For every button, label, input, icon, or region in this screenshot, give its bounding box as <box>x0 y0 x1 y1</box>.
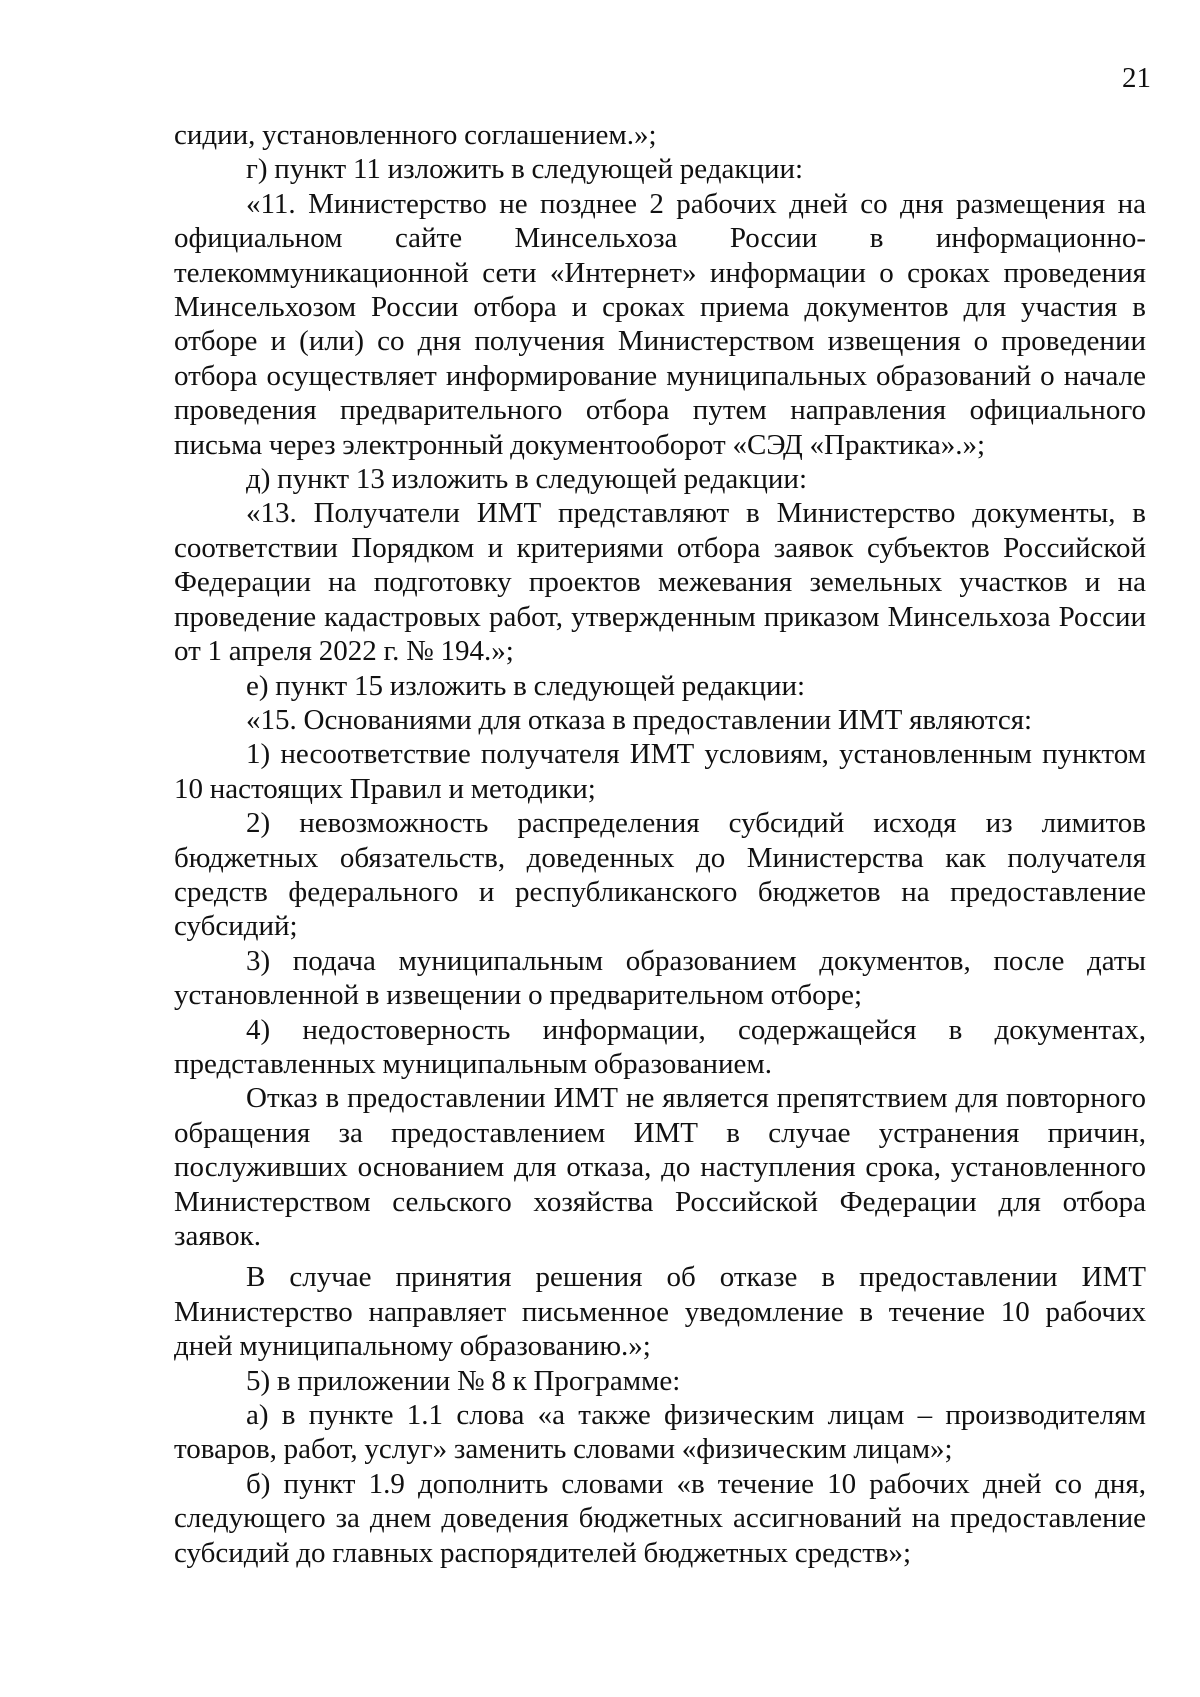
paragraph: 2) невозможность распределения субсидий исходя из лимитов бюджетных обязательств, доведенных до Министерства как получателя средств федерального и республиканского бюджетов на предоставление субсидий; <box>174 807 1146 943</box>
paragraph: «13. Получатели ИМТ представляют в Министерство документы, в соответствии Порядком и критериями отбора заявок субъектов Российской Федерации на подготовку проектов межевания земельных участков и на проведение кадастровых работ, утвержденным приказом Минсельхоза России от 1 апреля 2022 г. № 194.»; <box>174 497 1146 668</box>
page-number: 21 <box>1122 62 1151 94</box>
paragraph: е) пункт 15 изложить в следующей редакции: <box>246 669 806 702</box>
document-body <box>174 118 1146 1570</box>
paragraph: В случае принятия решения об отказе в предоставлении ИМТ Министерство направляет письменное уведомление в течение 10 рабочих дней муниципальному образованию.»; <box>174 1261 1146 1363</box>
paragraph: д) пункт 13 изложить в следующей редакции: <box>246 463 807 496</box>
paragraph: сидии, установленного соглашением.»; <box>174 119 657 151</box>
paragraph: Отказ в предоставлении ИМТ не является препятствием для повторного обращения за предоставлением ИМТ в случае устранения причин, послуживших основанием для отказа, до наступления срока, установленного Министерством сельского хозяйства Российской Федерации для отбора заявок. <box>174 1082 1146 1252</box>
paragraph: 3) подача муниципальным образованием документов, после даты установленной в извещении о предварительном отборе; <box>174 944 1146 1012</box>
paragraph: б) пункт 1.9 дополнить словами «в течение 10 рабочих дней со дня, следующего за днем доведения бюджетных ассигнований на предоставление субсидий до главных распорядителей бюджетных средств»; <box>174 1467 1146 1569</box>
paragraph: а) в пункте 1.1 слова «а также физическим лицам – производителям товаров, работ, услуг» заменить словами «физическим лицам»; <box>174 1399 1146 1466</box>
paragraph: «11. Министерство не позднее 2 рабочих дней со дня размещения на официальном сайте Минсельхоза России в информационно-телекоммуникационной сети «Интернет» информации о сроках проведения Минсельхозом России отбора и сроках приема документов для участия в отборе и (или) со дня получения Министерством извещения о проведении отбора осуществляет информирование муниципальных образований о начале проведения предварительного отбора путем направления официального письма через электронный документооборот «СЭД «Практика».»; <box>174 187 1146 461</box>
paragraph: 4) недостоверность информации, содержащейся в документах, представленных муниципальным образованием. <box>174 1013 1146 1080</box>
paragraph: г) пункт 11 изложить в следующей редакции: <box>246 153 804 186</box>
paragraph: 1) несоответствие получателя ИМТ условиям, установленным пунктом 10 настоящих Правил и методики; <box>174 738 1146 805</box>
paragraph: «15. Основаниями для отказа в предоставлении ИМТ являются: <box>246 703 1033 736</box>
paragraph: 5) в приложении № 8 к Программе: <box>246 1364 681 1397</box>
